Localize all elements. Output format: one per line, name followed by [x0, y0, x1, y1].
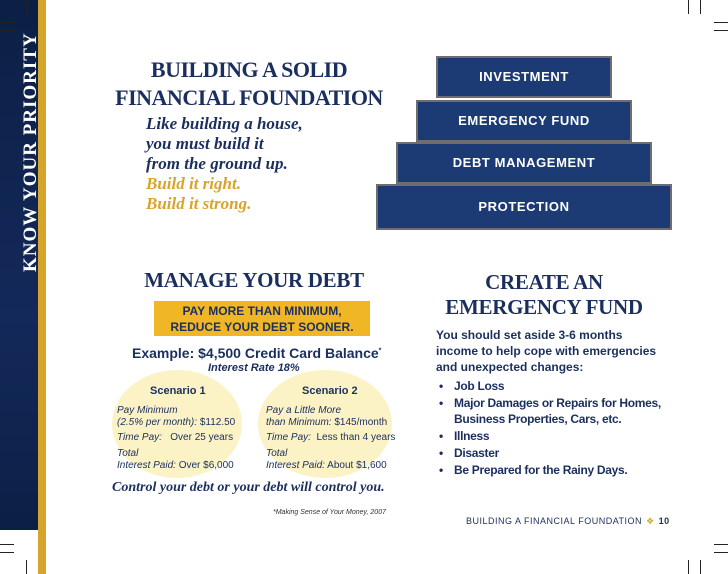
page-title-line1: BUILDING A SOLID	[150, 57, 348, 82]
scenario2-pay-value: $145/month	[334, 417, 388, 428]
crop-mark	[0, 30, 14, 31]
side-banner-text: KNOW YOUR PRIORITY	[20, 32, 41, 272]
intro-line3: from the ground up.	[146, 154, 288, 173]
diamond-icon: ❖	[646, 516, 655, 526]
crop-mark	[714, 552, 728, 553]
bullet-icon: •	[439, 379, 443, 393]
list-item	[436, 462, 661, 478]
scenario1-total-label1: Total	[117, 448, 139, 459]
scenario2-total-label2: Interest Paid:	[266, 460, 325, 471]
scenario1-total-value: Over $6,000	[178, 460, 234, 471]
scenario1-time	[117, 432, 233, 444]
side-banner	[0, 0, 46, 530]
footer-label: BUILDING A FINANCIAL FOUNDATION	[466, 516, 643, 526]
emergency-section-title	[430, 270, 658, 320]
intro-line5: Build it strong.	[146, 194, 252, 213]
intro-line4: Build it right.	[146, 174, 241, 193]
intro-text	[146, 114, 303, 214]
crop-mark	[700, 0, 701, 14]
page-footer	[466, 516, 670, 527]
scenario1-title: Scenario 1	[150, 385, 206, 397]
list-item-text: Be Prepared for the Rainy Days.	[454, 463, 628, 477]
scenario1-total-label2: Interest Paid:	[117, 460, 176, 471]
list-item	[436, 378, 661, 394]
crop-mark	[700, 560, 701, 574]
crop-mark	[714, 30, 728, 31]
pay-more-line2: REDUCE YOUR DEBT SOONER.	[170, 320, 354, 334]
scenario2-pay-label1: Pay a Little More	[266, 405, 342, 416]
list-item	[436, 445, 661, 461]
scenario1-time-label: Time Pay:	[117, 432, 162, 443]
crop-mark	[688, 560, 689, 574]
emergency-title-line2: EMERGENCY FUND	[445, 295, 643, 319]
emergency-text-line3: and unexpected changes:	[436, 360, 584, 374]
intro-line2: you must build it	[146, 134, 264, 153]
scenario1-pay-label2: (2.5% per month):	[117, 417, 198, 428]
scenario2-total-value: About $1,600	[327, 460, 387, 471]
list-item-text: Disaster	[454, 446, 499, 460]
intro-line1: Like building a house,	[146, 114, 303, 133]
scenario2-total-label1: Total	[266, 448, 288, 459]
page-number: 10	[658, 516, 670, 526]
scenario2-title: Scenario 2	[302, 385, 358, 397]
scenario2-pay	[266, 405, 387, 429]
scenario2-pay-label2: than Minimum:	[266, 417, 332, 428]
example-text: Example: $4,500 Credit Card Balance	[132, 345, 379, 361]
crop-mark	[714, 22, 728, 23]
pyramid-tier-investment: INVESTMENT	[436, 56, 612, 98]
crop-mark	[0, 544, 14, 545]
pyramid-tier-emergency-fund: EMERGENCY FUND	[416, 100, 632, 142]
bullet-icon: •	[439, 429, 443, 443]
scenario1-total	[117, 448, 234, 472]
list-item-text: Illness	[454, 429, 490, 443]
list-item-text: Job Loss	[454, 379, 505, 393]
emergency-title-line1: CREATE AN	[485, 270, 603, 294]
emergency-text-line1: You should set aside 3-6 months	[436, 328, 623, 342]
example-heading	[132, 345, 381, 361]
scenario1-pay	[117, 405, 235, 429]
emergency-text-line2: income to help cope with emergencies	[436, 344, 657, 358]
crop-mark	[714, 544, 728, 545]
scenario2-time-label: Time Pay:	[266, 432, 311, 443]
pay-more-line1: PAY MORE THAN MINIMUM,	[182, 304, 342, 318]
bullet-icon: •	[439, 446, 443, 460]
crop-mark	[26, 0, 27, 14]
emergency-list	[436, 378, 661, 479]
interest-rate: Interest Rate 18%	[208, 362, 300, 374]
list-item	[436, 395, 661, 427]
control-debt-slogan: Control your debt or your debt will control you.	[112, 480, 385, 495]
scenario2-total	[266, 448, 387, 472]
crop-mark	[0, 552, 14, 553]
list-item	[436, 428, 661, 444]
emergency-description	[436, 327, 656, 375]
bullet-icon: •	[439, 396, 443, 410]
bullet-icon: •	[439, 463, 443, 477]
crop-mark	[26, 560, 27, 574]
scenario2-time	[266, 432, 395, 444]
debt-section-title: MANAGE YOUR DEBT	[144, 268, 364, 292]
list-item-text-continued: Business Properties, Cars, etc.	[454, 412, 622, 426]
example-footnote-mark: *	[378, 347, 382, 355]
pyramid-tier-debt-management: DEBT MANAGEMENT	[396, 142, 652, 184]
scenario1-pay-label1: Pay Minimum	[117, 405, 178, 416]
pay-more-banner	[154, 301, 370, 336]
crop-mark	[0, 22, 14, 23]
scenario2-time-value: Less than 4 years	[316, 432, 396, 443]
source-footnote: *Making Sense of Your Money, 2007	[273, 509, 386, 516]
scenario1-pay-value: $112.50	[199, 417, 236, 428]
page-title-line2: FINANCIAL FOUNDATION	[115, 85, 383, 110]
scenario1-time-value: Over 25 years	[170, 432, 234, 443]
crop-mark	[688, 0, 689, 14]
list-item-text: Major Damages or Repairs for Homes,	[454, 396, 661, 410]
page-title	[104, 56, 394, 112]
pyramid-tier-protection: PROTECTION	[376, 184, 672, 230]
